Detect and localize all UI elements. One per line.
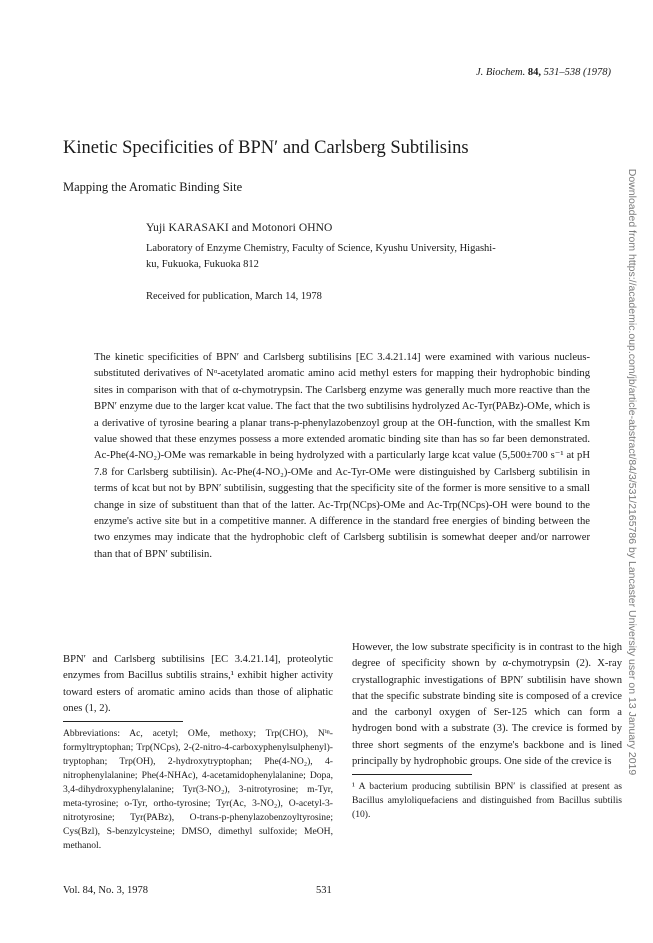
right-column <box>352 640 622 822</box>
footnote-divider <box>63 721 183 722</box>
left-column <box>63 652 333 853</box>
body-paragraph: However, the low substrate specificity is in contrast to the high degree of specificity shown by α-chymotrypsin (2). X-ray crystallographic investigations of BPN′ subtilisin have shown that the specific substrate binding site is composed of a crevice and the carbonyl oxygen of Ser-125 which can form a hydrogen bond with a substrate (3). The crevice is formed by three short segments of the enzyme's backbone and is lined principally by hydrophobic groups. One side of the crevice is <box>352 642 622 768</box>
journal-name: J. Biochem. <box>475 67 526 78</box>
page-number: 531 <box>316 885 332 896</box>
bacterium-footnote: ¹ A bacterium producing subtilisin BPN′ is classified at present as Bacillus amyloliquefaciens and distinguished from Bacillus subtilis (10). <box>352 781 622 821</box>
journal-header <box>476 67 611 78</box>
journal-volume: 84, <box>527 67 541 78</box>
received-date: Received for publication, March 14, 1978 <box>146 291 322 302</box>
issue-info: Vol. 84, No. 3, 1978 <box>63 885 148 896</box>
affiliation: Laboratory of Enzyme Chemistry, Faculty of Science, Kyushu University, Higashi-ku, Fukuoka, Fukuoka 812 <box>146 243 496 270</box>
journal-pages-year: 531–538 (1978) <box>543 67 611 78</box>
download-watermark: Downloaded from https://academic.oup.com/jb/article-abstract/84/3/531/2165786 by Lancaster University user on 13 January 2019 <box>626 168 638 776</box>
authors: Yuji KARASAKI and Motonori OHNO <box>146 222 333 234</box>
abstract: The kinetic specificities of BPN′ and Carlsberg subtilisins [EC 3.4.21.14] were examined with various nucleus-substituted derivatives of Nᵅ-acetylated aromatic amino acid methyl esters for mapping their hydrophobic binding sites in comparison with that of α-chymotrypsin. The Carlsberg enzyme was generally much more reactive than the BPN′ enzyme due to the larger kcat value. The fact that the two subtilisins hydrolyzed Ac-Tyr(PABz)-OMe, which is a derivative of tyrosine bearing a planar trans-p-phenylazobenzoyl group at the OH-function, with the smallest Km value showed that these enzymes possess a more extended aromatic binding site than has so far been demonstrated. Ac-Phe(4-NO₂)-OMe was remarkable in being hydrolyzed with a particularly large kcat value (5,500±700 s⁻¹ at pH 7.8 for Carlsberg subtilisin). Ac-Phe(4-NO₂)-OMe and Ac-Tyr-OMe were distinguished by Carlsberg subtilisin in terms of kcat but not by BPN′ subtilisin, suggesting that the specificity site of the former is more sensitive to a small change in size of substituent than that of the latter. Ac-Trp(NCps)-OMe and Ac-Trp(NCps)-OH were bound to the enzyme's active site but in a competitive manner. A difference in the standard free energies of binding between the two enzymes may indicate that the hydrophobic cleft of Carlsberg subtilisin is somewhat deeper and/or narrower than that of BPN′ subtilisin. <box>94 352 590 560</box>
article-subtitle: Mapping the Aromatic Binding Site <box>63 180 243 194</box>
abbreviations-footnote: Abbreviations: Ac, acetyl; OMe, methoxy; Trp(CHO), Nⁱⁿ-formyltryptophan; Trp(NCps), 2-(2-nitro-4-carboxyphenylsulphenyl)-tryptophan; Trp(OH), 2-hydroxytryptophan; Phe(4-NO₂), 4-nitrophenylalanine; Phe(4-NHAc), 4-acetamidophenylalanine; Dopa, 3,4-dihydroxyphenylalanine; Tyr(3-NO₂), 3-nitrotyrosine; m-Tyr, meta-tyrosine; o-Tyr, ortho-tyrosine; Tyr(Ac, 3-NO₂), O-acetyl-3-nitrotyrosine; Tyr(PABz), O-trans-p-phenylazobenzoyltyrosine; Cys(Bzl), S-benzylcysteine; DMSO, dimethyl sulfoxide; MeOH, methanol. <box>63 728 333 852</box>
footnote-divider <box>352 774 472 775</box>
article-title: Kinetic Specificities of BPN′ and Carlsberg Subtilisins <box>63 138 469 158</box>
intro-paragraph: BPN′ and Carlsberg subtilisins [EC 3.4.21.14], proteolytic enzymes from Bacillus subtilis strains,¹ exhibit higher activity toward esters of aromatic amino acids than those of aliphatic ones (1, 2). <box>63 654 333 714</box>
